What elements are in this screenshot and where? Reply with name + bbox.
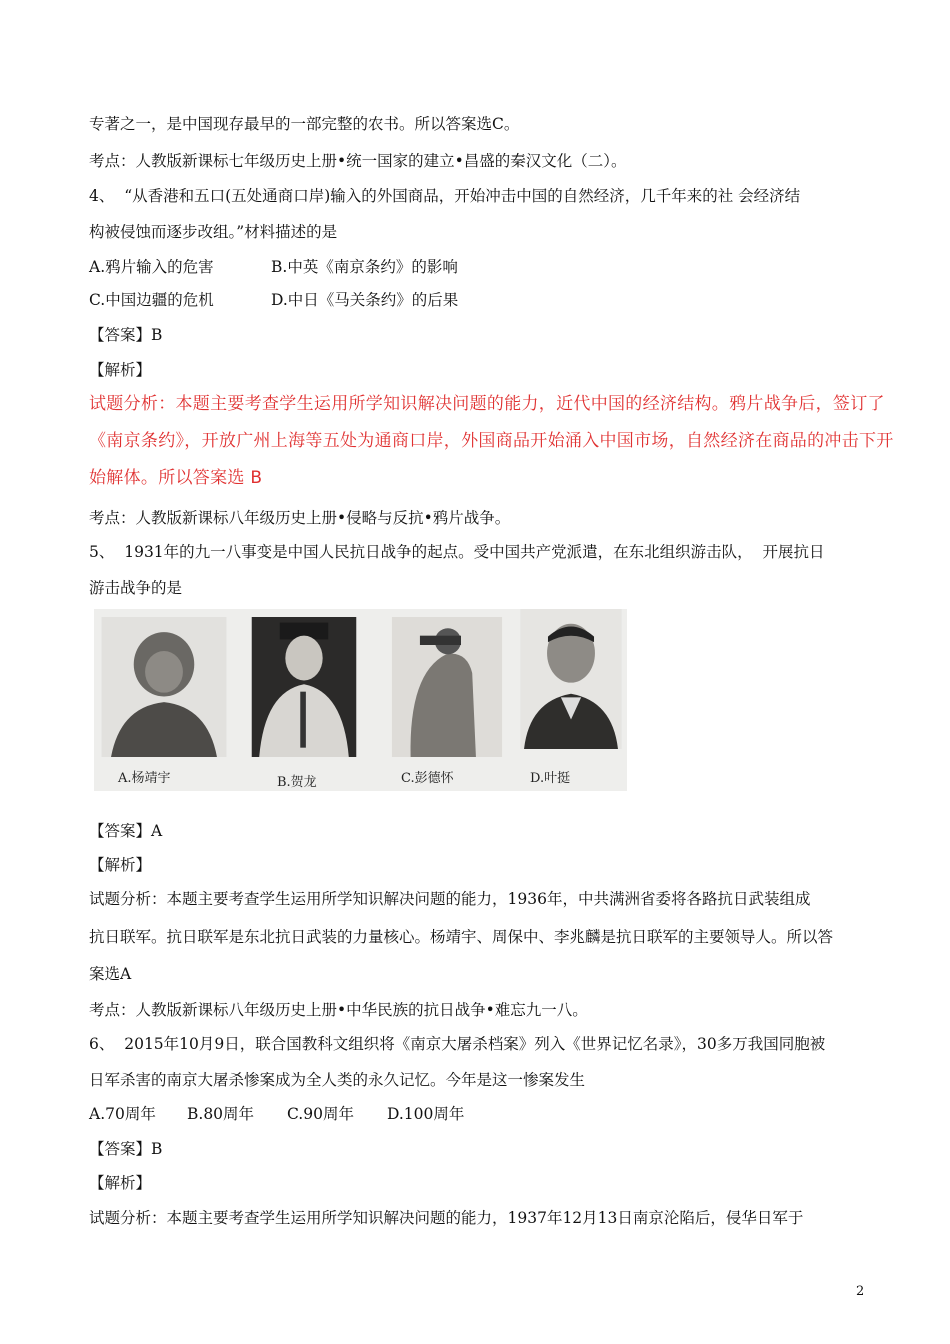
q4-answer: 【答案】B <box>89 326 163 344</box>
q4-analysis-red: 始解体。所以答案选 B <box>89 468 263 488</box>
portrait-d-image <box>516 609 626 749</box>
question-5-stem: 5、 1931年的九一八事变是中国人民抗日战争的起点。受中国共产党派遣，在东北组织游击队， 开展抗日 <box>89 543 825 561</box>
q4-analysis-red: 《南京条约》，开放广州上海等五处为通商口岸，外国商品开始涌入中国市场，自然经济在商品的冲击下开 <box>89 431 894 451</box>
q6-answer: 【答案】B <box>89 1140 163 1158</box>
page-number: 2 <box>856 1284 865 1299</box>
q4-analysis-red: 试题分析：本题主要考查学生运用所学知识解决问题的能力，近代中国的经济结构。鸦片战争后，签订了 <box>89 394 885 414</box>
photo-caption-d: D.叶挺 <box>530 771 571 786</box>
question-5-stem: 游击战争的是 <box>89 579 183 597</box>
question-6-stem: 6、 2015年10月9日，联合国教科文组织将《南京大屠杀档案》列入《世界记忆名录》，30多万我国同胞被 <box>89 1035 826 1053</box>
q6-analysis-heading: 【解析】 <box>89 1174 152 1192</box>
q4-kaodian: 考点：人教版新课标八年级历史上册•侵略与反抗•鸦片战争。 <box>89 509 511 527</box>
portrait-c-image <box>388 617 506 757</box>
question-4-stem: 构被侵蚀而逐步改组。”材料描述的是 <box>89 223 338 241</box>
q5-kaodian: 考点：人教版新课标八年级历史上册•中华民族的抗日战争•难忘九一八。 <box>89 1001 588 1019</box>
portrait-a-image <box>98 617 230 757</box>
photo-caption-b: B.贺龙 <box>277 775 317 790</box>
q5-answer: 【答案】A <box>89 822 163 840</box>
q4-option-a: A.鸦片输入的危害 <box>89 258 214 276</box>
question-6-stem: 日军杀害的南京大屠杀惨案成为全人类的永久记忆。今年是这一惨案发生 <box>89 1071 586 1089</box>
q5-photo-options <box>94 609 627 791</box>
q4-option-b: B.中英《南京条约》的影响 <box>271 258 458 276</box>
text-line: 专著之一，是中国现存最早的一部完整的农书。所以答案选C。 <box>89 115 520 133</box>
question-4-stem: 4、 “从香港和五口(五处通商口岸)输入的外国商品，开始冲击中国的自然经济，几千年来的社 会经济结 <box>89 187 801 205</box>
q6-option-a: A.70周年 <box>89 1105 156 1123</box>
q5-analysis: 抗日联军。抗日联军是东北抗日武装的力量核心。杨靖宇、周保中、李兆麟是抗日联军的主要领导人。所以答 <box>89 928 834 946</box>
q4-option-d: D.中日《马关条约》的后果 <box>271 291 459 309</box>
q6-option-c: C.90周年 <box>287 1105 354 1123</box>
photo-caption-c: C.彭德怀 <box>401 771 454 786</box>
portrait-b-image <box>248 617 360 757</box>
q5-analysis-heading: 【解析】 <box>89 856 152 874</box>
q5-analysis: 试题分析：本题主要考查学生运用所学知识解决问题的能力，1936年，中共满洲省委将各路抗日武装组成 <box>89 890 811 908</box>
q5-analysis: 案选A <box>89 965 132 983</box>
text-line: 考点：人教版新课标七年级历史上册•统一国家的建立•昌盛的秦汉文化（二）。 <box>89 152 627 170</box>
photo-caption-a: A.杨靖宇 <box>118 771 171 786</box>
q4-analysis-heading: 【解析】 <box>89 361 152 379</box>
q4-option-c: C.中国边疆的危机 <box>89 291 214 309</box>
q6-option-d: D.100周年 <box>387 1105 465 1123</box>
q6-option-b: B.80周年 <box>187 1105 255 1123</box>
q6-analysis: 试题分析：本题主要考查学生运用所学知识解决问题的能力，1937年12月13日南京沦陷后，侵华日军于 <box>89 1209 804 1227</box>
